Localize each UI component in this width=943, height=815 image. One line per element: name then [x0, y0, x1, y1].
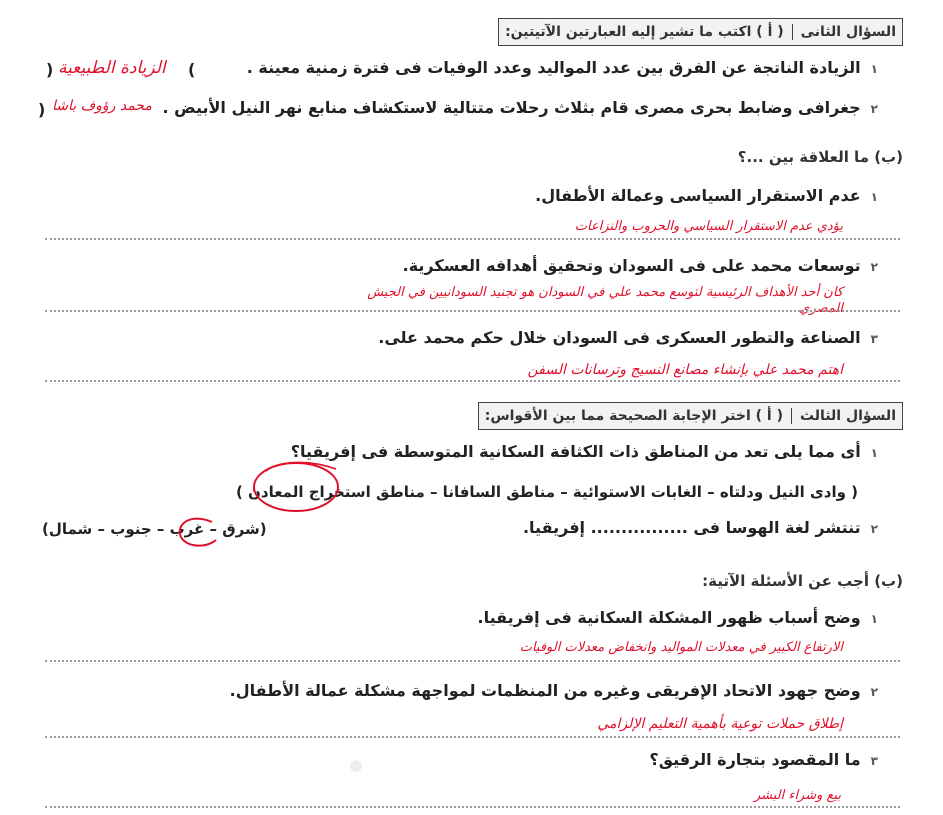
question-2-header: [498, 18, 903, 46]
question-2-part-a-instruction: ( أ ) اكتب ما تشير إليه العبارتين الآتيتين:: [505, 24, 784, 40]
item-number: ٣: [870, 754, 878, 768]
item-number: ٣: [870, 332, 878, 346]
q2-relation-1: [535, 186, 878, 205]
item-number: ٢: [870, 685, 878, 699]
q2-item-1-close-paren: ): [46, 60, 54, 79]
item-number: ٢: [870, 102, 878, 116]
answer-line: [45, 310, 900, 312]
item-text: ما المقصود بتجارة الرقيق؟: [649, 750, 861, 769]
handwritten-answer-q3-3: بيع وشراء البشر: [753, 788, 841, 803]
q2-item-1: [247, 58, 878, 77]
answer-line: [45, 736, 900, 738]
handwritten-answer-relation-1: يؤدي عدم الاستقرار السياسي والحروب والنزاعات: [574, 219, 843, 234]
answer-line: [45, 806, 900, 808]
q2-relation-2: [403, 256, 878, 275]
item-number: ٢: [870, 260, 878, 274]
item-text: جغرافى وضابط بحرى مصرى قام بثلاث رحلات متتالية لاستكشاف منابع نهر النيل الأبيض .: [162, 98, 861, 117]
item-text: تنتشر لغة الهوسا فى ................ إفريقيا.: [522, 518, 861, 537]
faint-mark: [350, 760, 362, 772]
q2-part-b-heading: (ب) ما العلاقة بين ...؟: [737, 148, 903, 166]
item-number: ٢: [870, 522, 878, 536]
answer-line: [45, 238, 900, 240]
handwritten-answer-relation-2: كان أحد الأهداف الرئيسية لتوسع محمد علي في السودان هو تجنيد السودانيين في الجيش المصري: [367, 285, 843, 316]
question-2-label: السؤال الثانى: [792, 24, 896, 40]
handwritten-answer-relation-3: اهتم محمد علي بإنشاء مصانع النسيج وترسانات السفن: [527, 362, 843, 378]
item-text: الصناعة والتطور العسكرى فى السودان خلال حكم محمد على.: [378, 328, 861, 347]
handwritten-answer-q3-1: الارتفاع الكبير في معدلات المواليد وانخفاض معدلات الوفيات: [519, 640, 843, 655]
item-text: وضح جهود الاتحاد الإفريقى وغيره من المنظمات لمواجهة مشكلة عمالة الأطفال.: [229, 681, 861, 700]
item-text: الزيادة الناتجة عن الفرق بين عدد المواليد وعدد الوفيات فى فترة زمنية معينة .: [246, 58, 861, 77]
question-3-header: [478, 402, 903, 430]
item-text: عدم الاستقرار السياسى وعمالة الأطفال.: [535, 186, 861, 205]
answer-line: [45, 660, 900, 662]
item-number: ١: [870, 612, 878, 626]
q3-mcq-2-options: (شرق – غرب – جنوب – شمال): [42, 520, 267, 538]
item-text: توسعات محمد على فى السودان وتحقيق أهدافه العسكرية.: [402, 256, 861, 275]
q3-mcq-1: [291, 442, 878, 461]
q3-mcq-2: [523, 518, 878, 537]
question-3-part-a-instruction: ( أ ) اختر الإجابة الصحيحة مما بين الأقواس:: [484, 408, 783, 424]
item-number: ١: [870, 190, 878, 204]
q3-question-2: [230, 681, 878, 700]
item-number: ١: [870, 446, 878, 460]
handwritten-answer-q2-1: الزيادة الطبيعية: [58, 58, 166, 78]
q3-mcq-1-options: ( وادى النيل ودلتاه – الغابات الاستوائية – مناطق السافانا – مناطق استخراج المعادن ): [235, 483, 858, 501]
item-text: أى مما يلى تعد من المناطق ذات الكثافة السكانية المتوسطة فى إفريقيا؟: [290, 442, 861, 461]
q2-item-2: [162, 98, 878, 117]
q3-question-3: [649, 750, 878, 769]
item-number: ١: [870, 62, 878, 76]
answer-circle-west: [172, 514, 224, 552]
q3-question-1: [478, 608, 878, 627]
q2-item-1-open-paren: (: [188, 60, 196, 79]
item-text: وضح أسباب ظهور المشكلة السكانية فى إفريقيا.: [477, 608, 861, 627]
answer-line: [45, 380, 900, 382]
handwritten-answer-q2-2: محمد رؤوف باشا: [52, 98, 152, 114]
q3-part-b-heading: (ب) أجب عن الأسئلة الآتية:: [702, 572, 903, 590]
handwritten-answer-q3-2: إطلاق حملات توعية بأهمية التعليم الإلزامي: [597, 716, 843, 732]
question-3-label: السؤال الثالث: [791, 408, 896, 424]
answer-circle-savanna: [248, 455, 348, 521]
q2-item-2-close-paren: ): [38, 100, 46, 119]
q2-relation-3: [378, 328, 878, 347]
